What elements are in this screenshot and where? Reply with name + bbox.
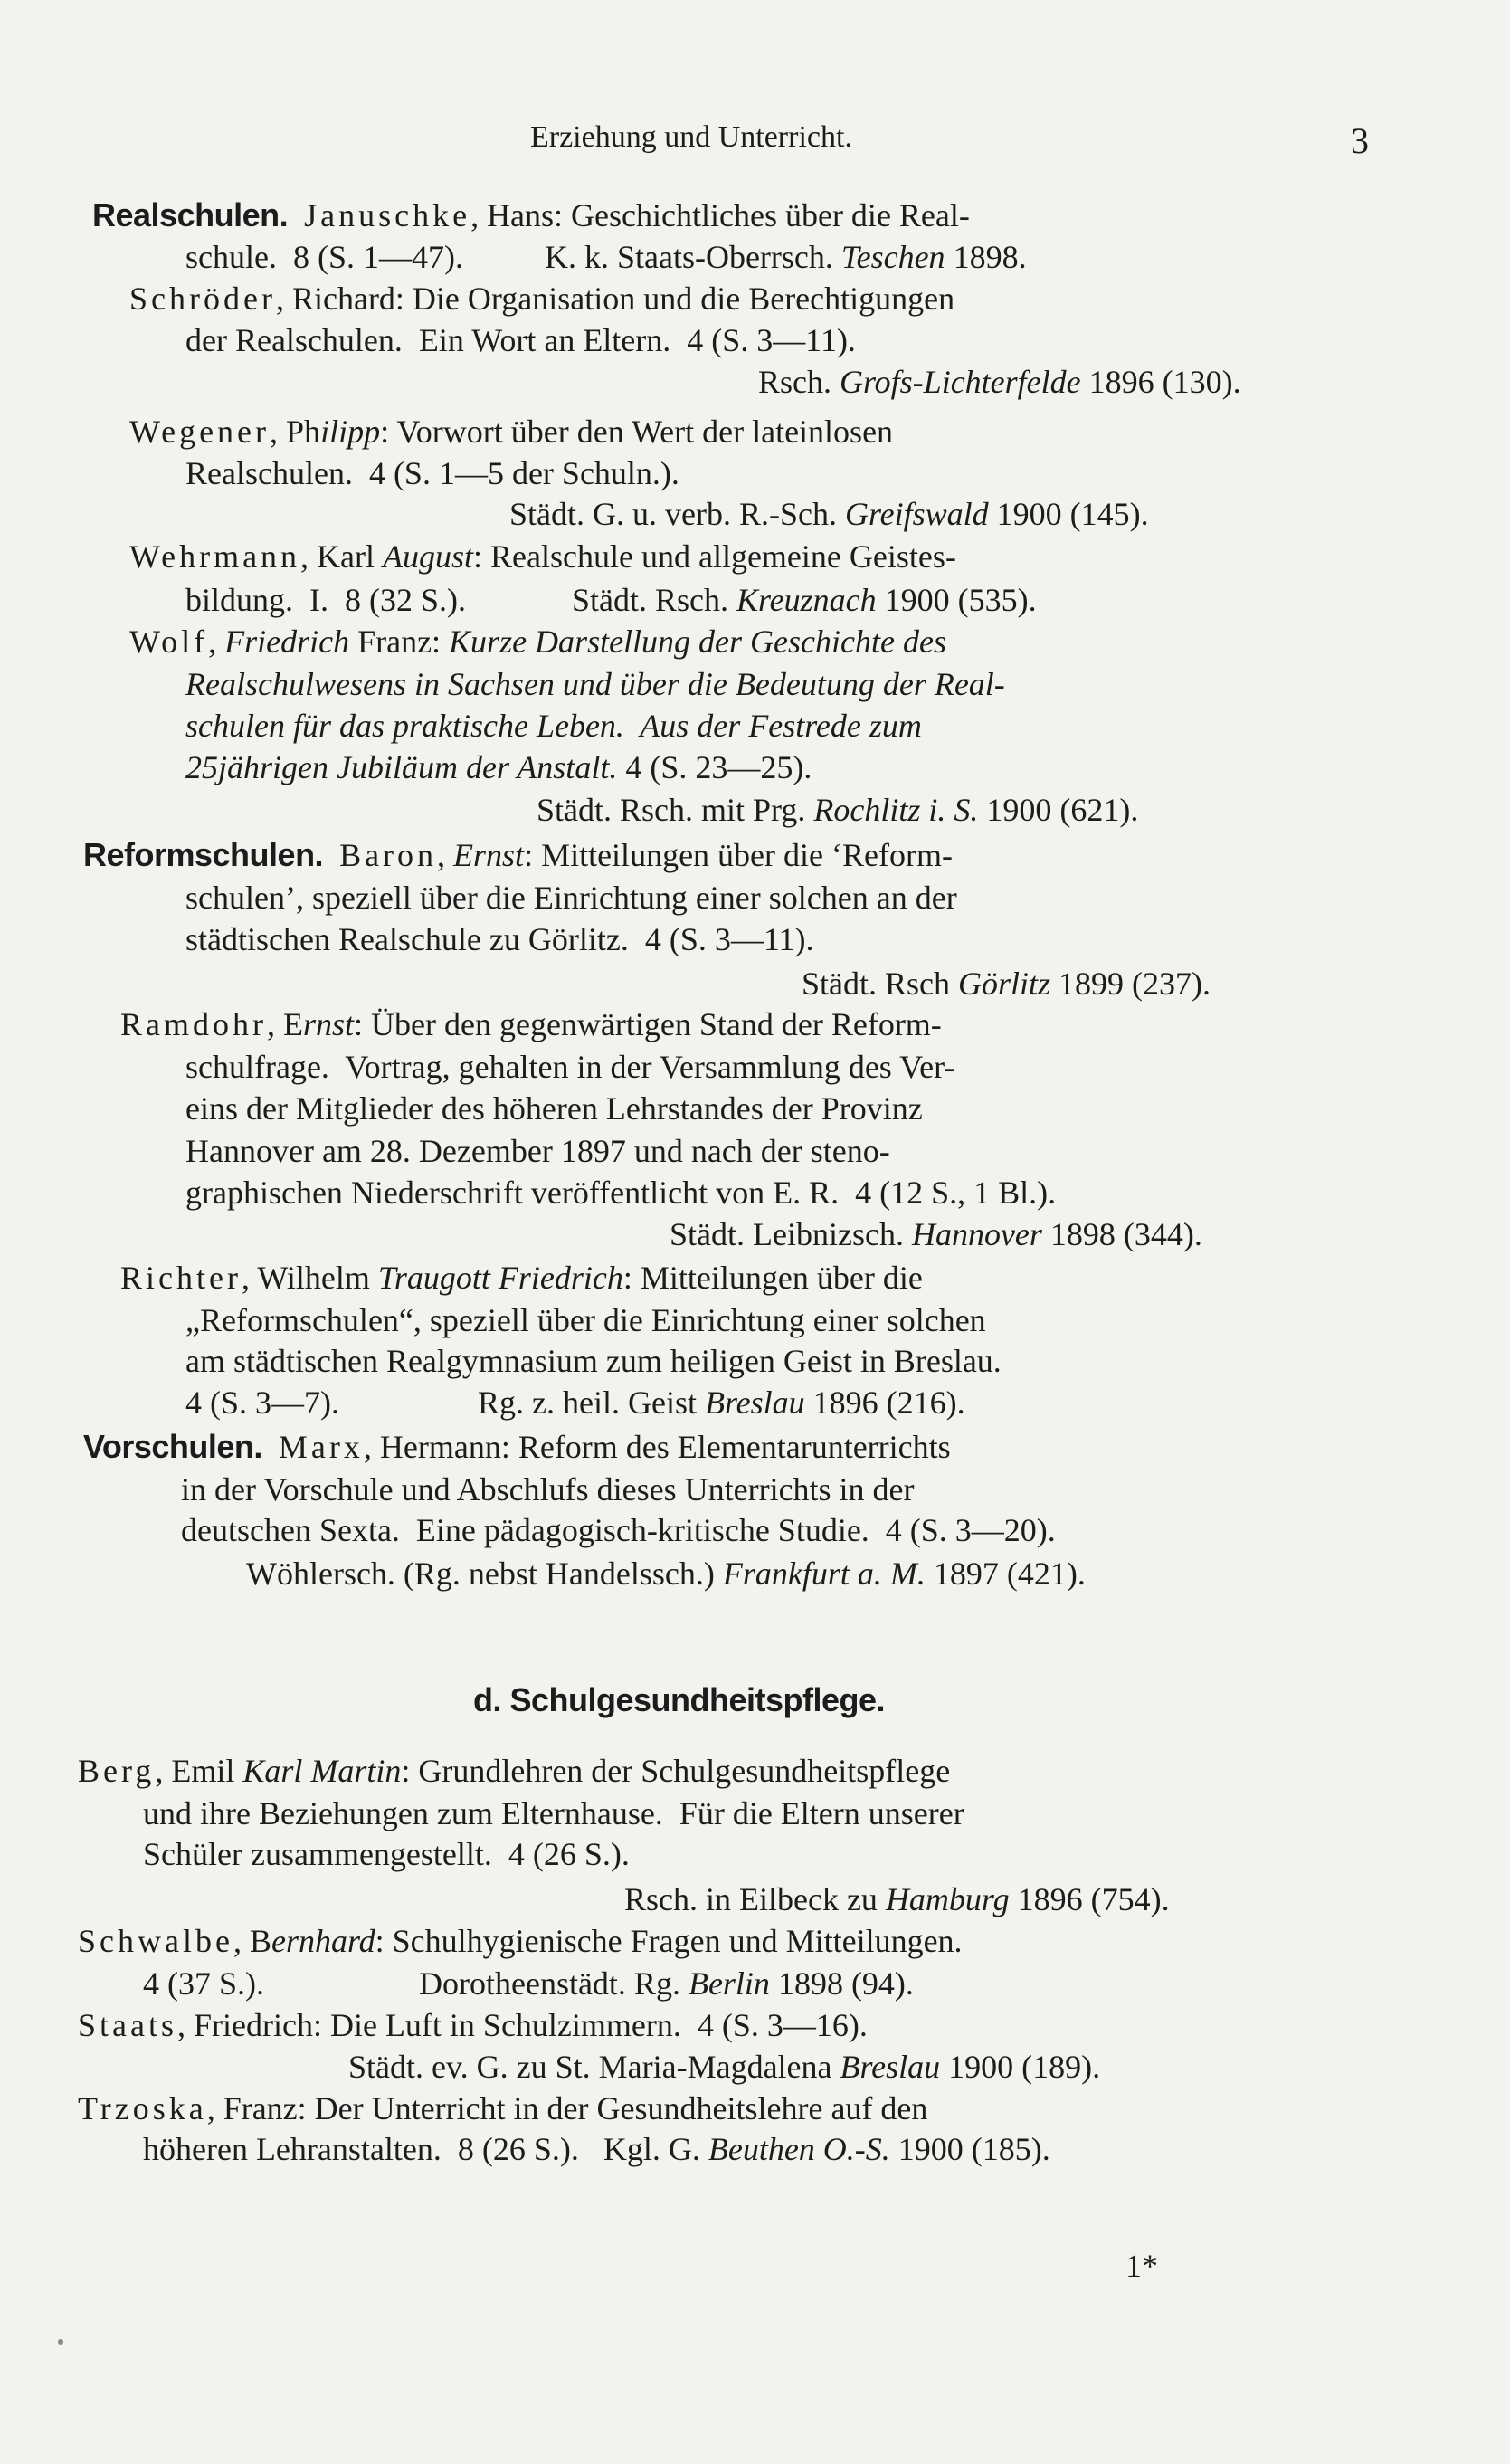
text-run: 1896 (216). <box>804 1384 965 1421</box>
author-surname: Berg <box>78 1753 156 1789</box>
entry-line <box>348 2047 1380 2087</box>
text-run: der Realschulen. Ein Wort an Eltern. 4 (S. 3—11). <box>185 322 856 358</box>
author-surname: Wolf <box>129 623 209 660</box>
section-label: Reformschulen. <box>83 836 324 873</box>
text-run: , Richard: Die Organisation und die Berechtigungen <box>275 281 955 317</box>
entry-line <box>246 1554 1380 1594</box>
italic-text: Breslau <box>840 2049 941 2085</box>
text-run: Schüler zusammengestellt. 4 (26 S.). <box>143 1836 630 1872</box>
entry-line <box>83 835 1220 875</box>
text-run: , Ph <box>270 414 321 450</box>
text-run: , <box>208 623 225 660</box>
author-surname: Marx <box>278 1429 364 1465</box>
entry-line <box>537 790 1380 830</box>
text-run: 1900 (621). <box>978 792 1139 828</box>
entry-line <box>185 1089 1220 1128</box>
section-label: Realschulen. <box>92 196 289 233</box>
text-run: graphischen Niederschrift veröffentlicht von E. R. 4 (12 S., 1 Bl.). <box>185 1175 1057 1211</box>
italic-text: rnst <box>302 1006 355 1042</box>
entry-line <box>92 195 1229 235</box>
text-run: , Hermann: Reform des Elementarunterrichts <box>363 1429 951 1465</box>
entry-line <box>78 1921 1220 1961</box>
italic-text: Ernst <box>453 837 525 873</box>
text-run: : Realschule und allgemeine Geistes- <box>473 538 956 575</box>
entry-line <box>181 1510 1220 1550</box>
entry-line <box>185 1047 1220 1087</box>
text-run: 1896 (754). <box>1009 1881 1170 1917</box>
text-run: städtischen Realschule zu Görlitz. 4 (S. 3—11). <box>185 921 814 957</box>
text-run: : Mitteilungen über die ‘Reform- <box>524 837 953 873</box>
text-run: , Emil <box>155 1753 243 1789</box>
text-run: 1898 (94). <box>769 1965 914 2002</box>
entry-line <box>185 1383 1380 1422</box>
author-surname: Trzoska <box>78 2090 207 2126</box>
text-run: Städt. G. u. verb. R.-Sch. <box>509 496 845 532</box>
italic-text: Grofs-Lichterfelde <box>840 364 1081 400</box>
italic-text: schulen für das praktische Leben. Aus der Festrede zum <box>185 708 922 744</box>
italic-text: 25jährigen Jubiläum der Anstalt. <box>185 749 618 785</box>
entry-line <box>129 412 1220 452</box>
text-run: Hannover am 28. Dezember 1897 und nach der steno- <box>185 1133 890 1169</box>
text-run: und ihre Beziehungen zum Elternhause. Für die Eltern unserer <box>143 1795 964 1831</box>
text-run: , Hans: Geschichtliches über die Real- <box>470 197 970 233</box>
italic-text: ilipp <box>320 414 381 450</box>
entry-line <box>802 964 1380 1004</box>
entry-line <box>129 537 1220 576</box>
entry-line <box>143 1793 1220 1833</box>
author-surname: Ramdohr <box>120 1006 267 1042</box>
text-run: 1900 (185). <box>889 2131 1050 2167</box>
text-run: Städt. Rsch. mit Prg. <box>537 792 814 828</box>
italic-text: Görlitz <box>958 966 1051 1002</box>
text-run: , B <box>233 1923 271 1959</box>
entry-line <box>78 2088 1220 2128</box>
text-run: , E <box>266 1006 303 1042</box>
entry-line <box>78 1751 1220 1791</box>
entry-line <box>120 1258 1220 1298</box>
text-run: in der Vorschule und Abschlufs dieses Unterrichts in der <box>181 1471 915 1508</box>
section-label: Vorschulen. <box>83 1428 262 1465</box>
text-run: höheren Lehranstalten. 8 (26 S.). Kgl. G. <box>143 2131 708 2167</box>
text-run: Rsch. <box>758 364 840 400</box>
text-run: „Reformschulen“, speziell über die Einrichtung einer solchen <box>185 1302 986 1338</box>
text-run: schulfrage. Vortrag, gehalten in der Versammlung des Ver- <box>185 1049 955 1085</box>
text-run: schule. 8 (S. 1—47). K. k. Staats-Oberrsch. <box>185 239 841 275</box>
text-run: Wöhlersch. (Rg. nebst Handelssch.) <box>246 1555 723 1592</box>
text-run: eins der Mitglieder des höheren Lehrstandes der Provinz <box>185 1090 923 1127</box>
text-run: 1899 (237). <box>1050 966 1211 1002</box>
italic-text: Traugott Friedrich <box>377 1260 623 1296</box>
author-surname: Schröder <box>129 281 276 317</box>
entry-line <box>758 362 1380 402</box>
author-surname: Wehrmann <box>129 538 301 575</box>
entry-line <box>185 320 1134 360</box>
entry-line <box>509 494 1380 534</box>
author-surname: Schwalbe <box>78 1923 233 1959</box>
text-run: : Mitteilungen über die <box>622 1260 923 1296</box>
entry-line <box>181 1470 1220 1509</box>
text-run: 1898 (344). <box>1041 1216 1202 1252</box>
text-run: : Vorwort über den Wert der lateinlosen <box>380 414 894 450</box>
italic-text: Kurze Darstellung der Geschichte des <box>449 623 946 660</box>
text-run: 4 (37 S.). Dorotheenstädt. Rg. <box>143 1965 689 2002</box>
entry-line <box>185 878 1220 918</box>
text-run <box>262 1429 279 1465</box>
entry-line <box>143 1834 812 1874</box>
text-run: 4 (S. 3—7). Rg. z. heil. Geist <box>185 1384 705 1421</box>
text-run: , <box>437 837 454 873</box>
italic-text: Kreuznach <box>736 582 877 618</box>
entry-line <box>185 664 1220 704</box>
text-run: 1897 (421). <box>925 1555 1086 1592</box>
text-run: bildung. I. 8 (32 S.). Städt. Rsch. <box>185 582 736 618</box>
italic-text: Hannover <box>911 1216 1042 1252</box>
entry-line <box>83 1427 1220 1467</box>
text-run: Realschulen. 4 (S. 1—5 der Schuln.). <box>185 455 679 491</box>
entry-line <box>143 2129 1380 2169</box>
italic-text: Berlin <box>688 1965 770 2002</box>
text-run: , Friedrich: Die Luft in Schulzimmern. 4 (S. 3—16). <box>177 2007 868 2043</box>
entry-line <box>78 2005 1146 2045</box>
entry-line <box>670 1214 1380 1254</box>
italic-text: Hamburg <box>885 1881 1010 1917</box>
entry-line <box>143 1964 1380 2003</box>
italic-text: ernhard <box>271 1923 375 1959</box>
ink-speck <box>58 2339 63 2345</box>
entry-line <box>185 237 1380 277</box>
entry-line <box>185 1173 1220 1213</box>
section-label: d. Schulgesundheitspflege. <box>473 1681 886 1718</box>
author-surname: Wegener <box>129 414 271 450</box>
text-run: 1898. <box>945 239 1027 275</box>
text-run: 1896 (130). <box>1080 364 1241 400</box>
text-run: 1900 (535). <box>876 582 1037 618</box>
text-run: Städt. ev. G. zu St. Maria-Magdalena <box>348 2049 840 2085</box>
author-surname: Januschke <box>304 197 471 233</box>
page-number: 3 <box>1351 120 1369 161</box>
entry-line <box>185 453 888 493</box>
entry-line <box>185 1300 1220 1340</box>
italic-text: Greifswald <box>844 496 989 532</box>
entry-line <box>185 706 1220 746</box>
text-run: : Schulhygienische Fragen und Mitteilungen. <box>375 1923 963 1959</box>
text-run: 1900 (189). <box>940 2049 1101 2085</box>
author-surname: Staats <box>78 2007 177 2043</box>
italic-text: Teschen <box>840 239 945 275</box>
section-heading <box>473 1680 971 1720</box>
text-run <box>323 837 339 873</box>
text-run: Rsch. in Eilbeck zu <box>624 1881 886 1917</box>
text-run: , Wilhelm <box>241 1260 378 1296</box>
entry-line <box>129 622 1220 661</box>
entry-line <box>185 747 1063 787</box>
italic-text: Frankfurt a. M. <box>722 1555 926 1592</box>
text-run: : Grundlehren der Schulgesundheitspflege <box>401 1753 951 1789</box>
text-run: 1900 (145). <box>988 496 1149 532</box>
entry-line <box>120 1004 1220 1044</box>
entry-line <box>129 279 1220 319</box>
text-run: Städt. Rsch <box>802 966 959 1002</box>
signature-mark: 1* <box>1125 2248 1158 2284</box>
entry-line <box>185 919 1041 959</box>
author-surname: Baron <box>339 837 438 873</box>
text-run: : Über den gegenwärtigen Stand der Reform- <box>354 1006 942 1042</box>
text-run: Franz: <box>349 623 450 660</box>
italic-text: Rochlitz i. S. <box>813 792 979 828</box>
italic-text: Friedrich <box>224 623 350 660</box>
text-run: Städt. Leibnizsch. <box>670 1216 912 1252</box>
entry-line <box>185 580 1380 620</box>
italic-text: Beuthen O.-S. <box>708 2131 890 2167</box>
text-run: 4 (S. 23—25). <box>617 749 812 785</box>
text-run: , Karl <box>300 538 384 575</box>
italic-text: Karl Martin <box>242 1753 402 1789</box>
author-surname: Richter <box>120 1260 242 1296</box>
text-run: , Franz: Der Unterricht in der Gesundheitslehre auf den <box>206 2090 928 2126</box>
text-run: schulen’, speziell über die Einrichtung einer solchen an der <box>185 880 957 916</box>
running-head: Erziehung und Unterricht. <box>530 120 852 154</box>
entry-line <box>624 1879 1380 1919</box>
text-run <box>288 197 304 233</box>
italic-text: August <box>383 538 474 575</box>
italic-text: Breslau <box>704 1384 805 1421</box>
entry-line <box>185 1341 1220 1381</box>
text-run: deutschen Sexta. Eine pädagogisch-kritische Studie. 4 (S. 3—20). <box>181 1512 1056 1548</box>
italic-text: Realschulwesens in Sachsen und über die Bedeutung der Real- <box>185 666 1005 702</box>
entry-line <box>185 1131 1220 1171</box>
text-run: am städtischen Realgymnasium zum heiligen Geist in Breslau. <box>185 1343 1002 1379</box>
